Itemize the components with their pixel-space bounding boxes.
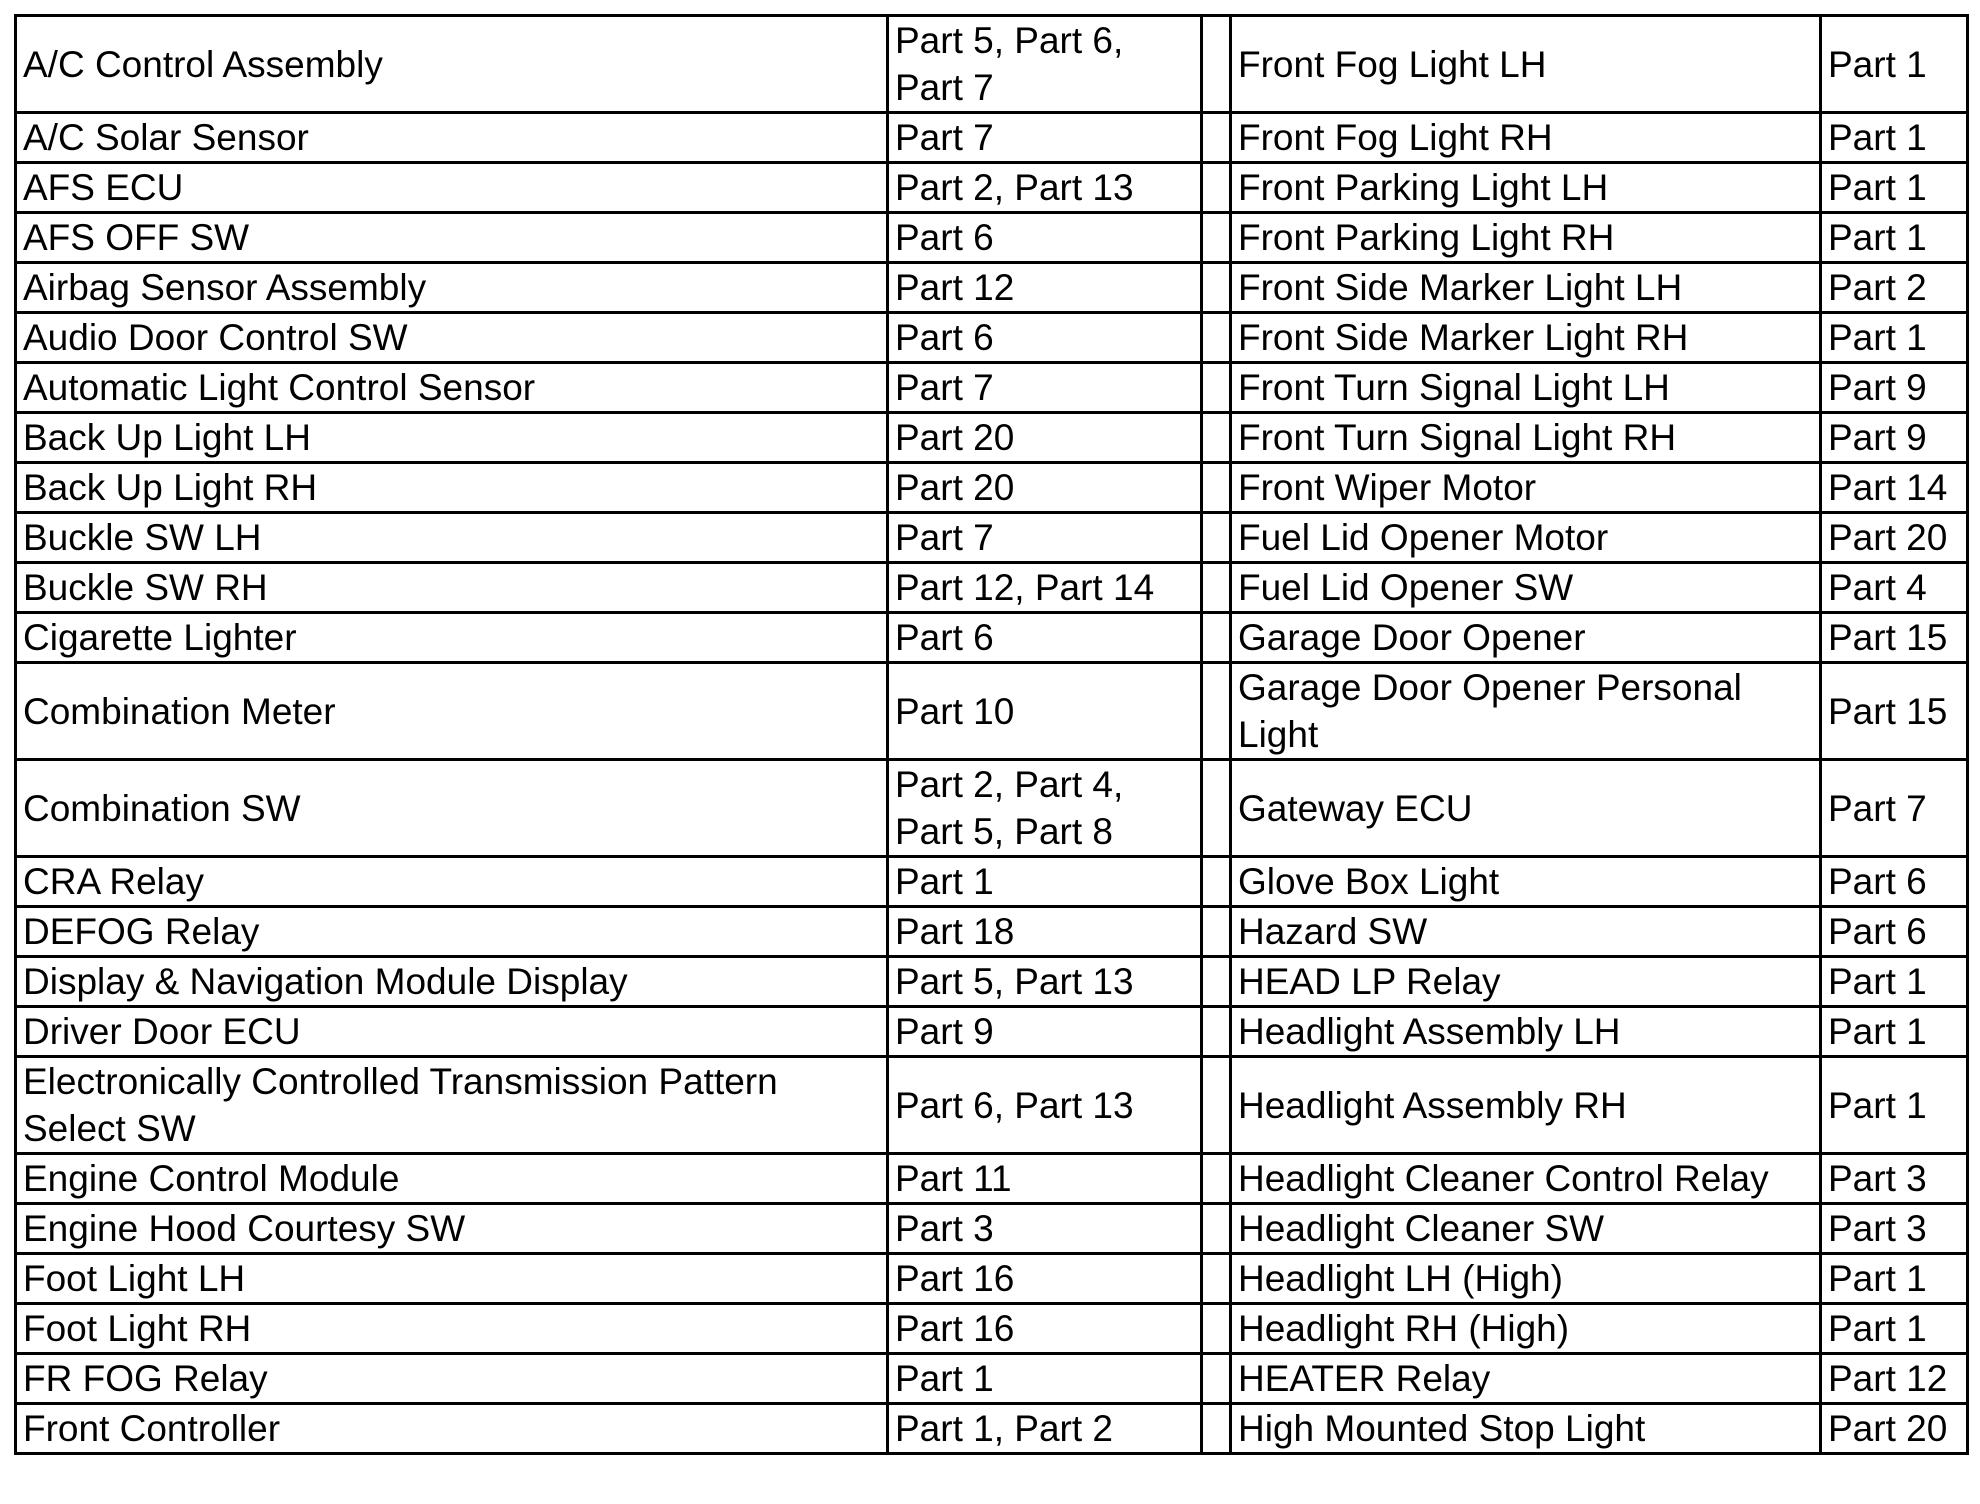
left-component-name-cell: Airbag Sensor Assembly [16,263,888,313]
left-component-name-cell: A/C Control Assembly [16,16,888,113]
table-row [16,1204,1968,1254]
column-gap [1202,1304,1231,1354]
right-component-name-cell: Front Side Marker Light LH [1231,263,1821,313]
left-component-name-cell: Foot Light LH [16,1254,888,1304]
column-gap [1202,1404,1231,1454]
column-gap [1202,463,1231,513]
table-row [16,1304,1968,1354]
left-part-reference-cell: Part 16 [888,1254,1202,1304]
left-part-reference-cell: Part 7 [888,513,1202,563]
right-component-name-cell: Gateway ECU [1231,760,1821,857]
column-gap [1202,563,1231,613]
left-part-reference-cell: Part 5, Part 6, Part 7 [888,16,1202,113]
right-part-reference-cell: Part 4 [1821,563,1968,613]
right-component-name-cell: HEAD LP Relay [1231,957,1821,1007]
left-part-reference-cell: Part 6, Part 13 [888,1057,1202,1154]
left-component-name-cell: Audio Door Control SW [16,313,888,363]
table-row [16,907,1968,957]
component-index-table [14,14,1969,1455]
table-row [16,16,1968,113]
left-part-reference-cell: Part 1, Part 2 [888,1404,1202,1454]
table-row [16,613,1968,663]
table-row [16,213,1968,263]
right-component-name-cell: Front Wiper Motor [1231,463,1821,513]
right-part-reference-cell: Part 1 [1821,1057,1968,1154]
column-gap [1202,413,1231,463]
column-gap [1202,513,1231,563]
left-component-name-cell: Engine Hood Courtesy SW [16,1204,888,1254]
right-component-name-cell: Headlight Cleaner Control Relay [1231,1154,1821,1204]
table-row [16,413,1968,463]
left-part-reference-cell: Part 7 [888,363,1202,413]
left-component-name-cell: AFS ECU [16,163,888,213]
column-gap [1202,263,1231,313]
left-component-name-cell: CRA Relay [16,857,888,907]
left-component-name-cell: Automatic Light Control Sensor [16,363,888,413]
right-component-name-cell: Glove Box Light [1231,857,1821,907]
table-row [16,1404,1968,1454]
left-component-name-cell: AFS OFF SW [16,213,888,263]
table-row [16,513,1968,563]
right-part-reference-cell: Part 1 [1821,1304,1968,1354]
column-gap [1202,957,1231,1007]
column-gap [1202,760,1231,857]
right-component-name-cell: Front Fog Light LH [1231,16,1821,113]
right-component-name-cell: Front Parking Light LH [1231,163,1821,213]
table-row [16,1007,1968,1057]
table-row [16,1057,1968,1154]
right-part-reference-cell: Part 1 [1821,163,1968,213]
right-part-reference-cell: Part 20 [1821,1404,1968,1454]
left-part-reference-cell: Part 20 [888,463,1202,513]
right-component-name-cell: Headlight Assembly LH [1231,1007,1821,1057]
right-component-name-cell: Garage Door Opener Personal Light [1231,663,1821,760]
left-part-reference-cell: Part 6 [888,313,1202,363]
left-part-reference-cell: Part 3 [888,1204,1202,1254]
left-component-name-cell: Combination SW [16,760,888,857]
right-component-name-cell: Front Fog Light RH [1231,113,1821,163]
column-gap [1202,163,1231,213]
left-component-name-cell: DEFOG Relay [16,907,888,957]
left-part-reference-cell: Part 7 [888,113,1202,163]
left-component-name-cell: A/C Solar Sensor [16,113,888,163]
column-gap [1202,857,1231,907]
table-row [16,313,1968,363]
left-part-reference-cell: Part 12 [888,263,1202,313]
right-part-reference-cell: Part 1 [1821,1007,1968,1057]
table-row [16,957,1968,1007]
right-part-reference-cell: Part 2 [1821,263,1968,313]
column-gap [1202,1354,1231,1404]
left-component-name-cell: Buckle SW RH [16,563,888,613]
column-gap [1202,213,1231,263]
left-component-name-cell: FR FOG Relay [16,1354,888,1404]
left-part-reference-cell: Part 18 [888,907,1202,957]
left-part-reference-cell: Part 12, Part 14 [888,563,1202,613]
right-part-reference-cell: Part 9 [1821,413,1968,463]
right-part-reference-cell: Part 7 [1821,760,1968,857]
left-component-name-cell: Driver Door ECU [16,1007,888,1057]
right-part-reference-cell: Part 3 [1821,1154,1968,1204]
right-component-name-cell: Front Parking Light RH [1231,213,1821,263]
right-part-reference-cell: Part 14 [1821,463,1968,513]
table-row [16,663,1968,760]
left-part-reference-cell: Part 20 [888,413,1202,463]
right-component-name-cell: Front Turn Signal Light RH [1231,413,1821,463]
left-part-reference-cell: Part 1 [888,1354,1202,1404]
column-gap [1202,363,1231,413]
right-component-name-cell: Garage Door Opener [1231,613,1821,663]
column-gap [1202,907,1231,957]
right-component-name-cell: Front Turn Signal Light LH [1231,363,1821,413]
table-row [16,363,1968,413]
left-component-name-cell: Cigarette Lighter [16,613,888,663]
right-part-reference-cell: Part 12 [1821,1354,1968,1404]
column-gap [1202,663,1231,760]
left-part-reference-cell: Part 6 [888,213,1202,263]
column-gap [1202,16,1231,113]
table-row [16,163,1968,213]
right-part-reference-cell: Part 20 [1821,513,1968,563]
right-part-reference-cell: Part 1 [1821,16,1968,113]
left-part-reference-cell: Part 11 [888,1154,1202,1204]
right-part-reference-cell: Part 15 [1821,613,1968,663]
left-component-name-cell: Display & Navigation Module Display [16,957,888,1007]
table-row [16,463,1968,513]
right-part-reference-cell: Part 1 [1821,957,1968,1007]
left-component-name-cell: Back Up Light LH [16,413,888,463]
right-component-name-cell: Headlight Cleaner SW [1231,1204,1821,1254]
table-row [16,563,1968,613]
column-gap [1202,1204,1231,1254]
left-component-name-cell: Front Controller [16,1404,888,1454]
column-gap [1202,1007,1231,1057]
column-gap [1202,1254,1231,1304]
right-part-reference-cell: Part 1 [1821,1254,1968,1304]
table-row [16,760,1968,857]
right-component-name-cell: Front Side Marker Light RH [1231,313,1821,363]
table-row [16,1354,1968,1404]
right-component-name-cell: HEATER Relay [1231,1354,1821,1404]
right-part-reference-cell: Part 15 [1821,663,1968,760]
right-component-name-cell: Headlight LH (High) [1231,1254,1821,1304]
right-component-name-cell: High Mounted Stop Light [1231,1404,1821,1454]
left-component-name-cell: Buckle SW LH [16,513,888,563]
column-gap [1202,1154,1231,1204]
right-component-name-cell: Fuel Lid Opener Motor [1231,513,1821,563]
left-part-reference-cell: Part 9 [888,1007,1202,1057]
left-part-reference-cell: Part 10 [888,663,1202,760]
right-part-reference-cell: Part 1 [1821,113,1968,163]
right-component-name-cell: Hazard SW [1231,907,1821,957]
table-row [16,263,1968,313]
right-component-name-cell: Fuel Lid Opener SW [1231,563,1821,613]
right-part-reference-cell: Part 3 [1821,1204,1968,1254]
table-row [16,1254,1968,1304]
right-part-reference-cell: Part 6 [1821,857,1968,907]
left-component-name-cell: Combination Meter [16,663,888,760]
left-part-reference-cell: Part 1 [888,857,1202,907]
table-row [16,1154,1968,1204]
table-row [16,857,1968,907]
right-part-reference-cell: Part 6 [1821,907,1968,957]
right-part-reference-cell: Part 1 [1821,313,1968,363]
left-part-reference-cell: Part 2, Part 13 [888,163,1202,213]
table-body [16,16,1968,1454]
left-part-reference-cell: Part 5, Part 13 [888,957,1202,1007]
right-component-name-cell: Headlight Assembly RH [1231,1057,1821,1154]
left-part-reference-cell: Part 16 [888,1304,1202,1354]
column-gap [1202,613,1231,663]
left-part-reference-cell: Part 2, Part 4, Part 5, Part 8 [888,760,1202,857]
left-component-name-cell: Back Up Light RH [16,463,888,513]
column-gap [1202,113,1231,163]
right-part-reference-cell: Part 1 [1821,213,1968,263]
right-component-name-cell: Headlight RH (High) [1231,1304,1821,1354]
left-component-name-cell: Foot Light RH [16,1304,888,1354]
left-part-reference-cell: Part 6 [888,613,1202,663]
table-row [16,113,1968,163]
column-gap [1202,313,1231,363]
left-component-name-cell: Engine Control Module [16,1154,888,1204]
column-gap [1202,1057,1231,1154]
left-component-name-cell: Electronically Controlled Transmission Pattern Select SW [16,1057,888,1154]
right-part-reference-cell: Part 9 [1821,363,1968,413]
